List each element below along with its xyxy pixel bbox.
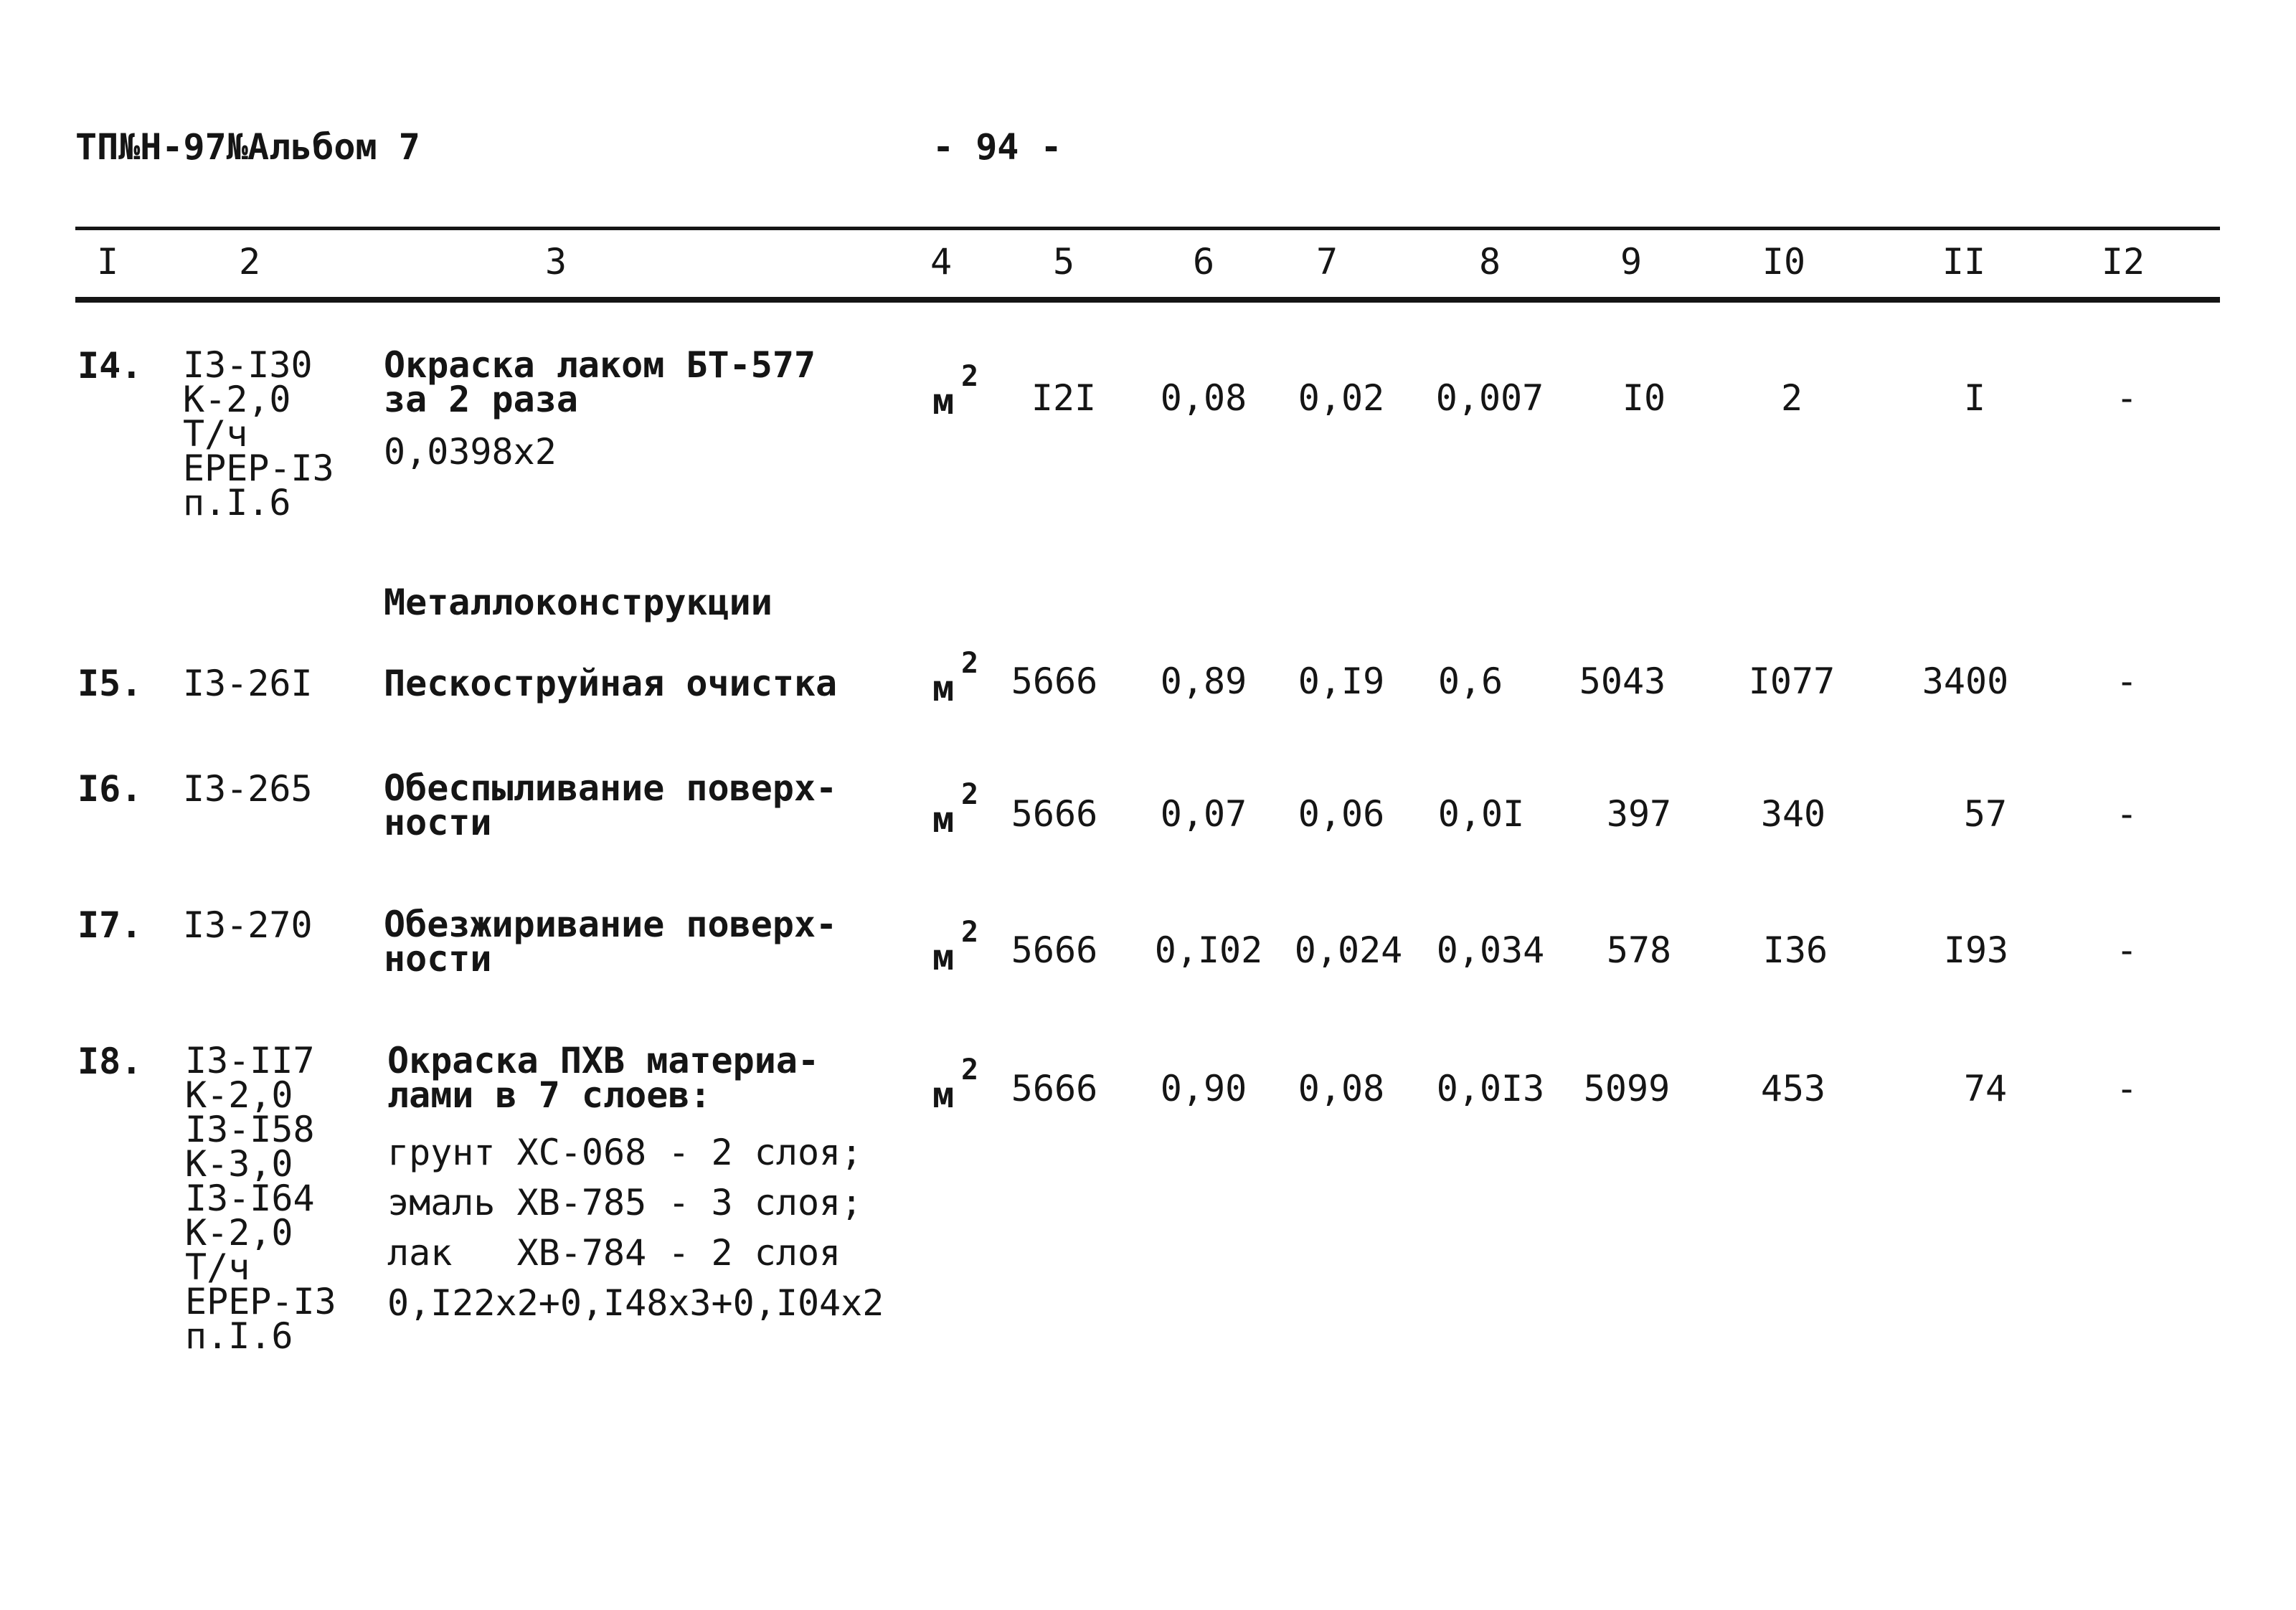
header-top-rule [75, 227, 2220, 230]
norm-codes: I3-265 [183, 768, 313, 810]
cell-col8: 0,007 [1435, 377, 1544, 419]
row-number: I4. [77, 345, 143, 387]
column-header: 7 [1315, 241, 1338, 283]
page-number: - 94 - [932, 126, 1062, 168]
column-header: 8 [1478, 241, 1501, 283]
cell-col12: - [2115, 793, 2138, 835]
cell-col11: 57 [1963, 793, 2008, 835]
row-number: I7. [77, 904, 143, 946]
cell-col12: - [2115, 929, 2138, 971]
norm-codes: I3-26I [183, 663, 313, 704]
column-header: I2 [2101, 241, 2145, 283]
work-details: грунт ХС-068 - 2 слоя; эмаль ХВ-785 - 3 слоя; лак ХВ-784 - 2 слоя 0,I22х2+0,I48х3+0,I04х2 [387, 1132, 884, 1324]
column-header: 3 [544, 241, 567, 283]
cell-col8: 0,0I [1437, 793, 1525, 835]
cell-col11: I93 [1943, 929, 2009, 971]
album-label: Альбом 7 [247, 126, 420, 168]
doc-code: ТП№Н-97№ [75, 126, 248, 168]
work-description: Пескоструйная очистка [384, 663, 838, 704]
column-header: 9 [1620, 241, 1643, 283]
cell-col9: 397 [1606, 793, 1672, 835]
column-header: 4 [930, 241, 953, 283]
cell-col12: - [2115, 1068, 2138, 1109]
row-number: I5. [77, 663, 143, 704]
column-header: 2 [238, 241, 261, 283]
cell-col9: I0 [1622, 377, 1666, 419]
cell-col11: 74 [1963, 1068, 2008, 1109]
cell-col11: I [1963, 377, 1986, 419]
header-bottom-rule [75, 297, 2220, 303]
cell-col9: 578 [1606, 929, 1672, 971]
cell-col7: 0,08 [1298, 1068, 1385, 1109]
cell-col8: 0,6 [1437, 660, 1503, 702]
unit: м 2 [932, 360, 979, 422]
work-description: Окраска лаком БТ-577 за 2 раза [384, 344, 816, 420]
cell-col7: 0,02 [1298, 377, 1385, 419]
column-header: 6 [1192, 241, 1215, 283]
unit: м 2 [932, 778, 979, 840]
work-description: Обеспыливание поверх- ности [384, 767, 838, 843]
work-description: Обезжиривание поверх- ности [384, 904, 838, 980]
cell-col9: 5099 [1583, 1068, 1671, 1109]
section-heading: Металлоконструкции [384, 582, 773, 623]
cell-col10: I36 [1762, 929, 1828, 971]
unit: м 2 [932, 647, 979, 709]
cell-col10: 453 [1760, 1068, 1826, 1109]
cell-col10: 340 [1760, 793, 1826, 835]
cell-quantity: I2I [1031, 377, 1097, 419]
cell-col8: 0,0I3 [1436, 1068, 1545, 1109]
cell-col6: 0,07 [1160, 793, 1247, 835]
row-number: I8. [77, 1041, 143, 1082]
cell-col10: 2 [1780, 377, 1803, 419]
cell-col12: - [2115, 660, 2138, 702]
work-description: Окраска ПХВ материа- лами в 7 слоев: [387, 1040, 820, 1116]
cell-col9: 5043 [1579, 660, 1666, 702]
cell-col8: 0,034 [1436, 929, 1545, 971]
cell-col7: 0,I9 [1298, 660, 1385, 702]
cell-quantity: 5666 [1011, 1068, 1098, 1109]
cell-col7: 0,06 [1298, 793, 1385, 835]
cell-col7: 0,024 [1294, 929, 1403, 971]
unit: м 2 [932, 1053, 979, 1116]
column-header: II [1942, 241, 1986, 283]
unit: м 2 [932, 916, 979, 978]
norm-codes: I3-270 [183, 904, 313, 946]
norm-codes: I3-II7 К-2,0 I3-I58 К-3,0 I3-I64 К-2,0 Т/ч ЕРЕР-I3 п.I.6 [185, 1040, 336, 1357]
cell-quantity: 5666 [1011, 793, 1098, 835]
cell-quantity: 5666 [1011, 929, 1098, 971]
column-header: 5 [1052, 241, 1075, 283]
cell-col6: 0,90 [1160, 1068, 1247, 1109]
cell-col10: I077 [1748, 660, 1836, 702]
column-header: I0 [1762, 241, 1806, 283]
norm-codes: I3-I30 К-2,0 Т/ч ЕРЕР-I3 п.I.6 [183, 344, 334, 524]
cell-col12: - [2115, 377, 2138, 419]
cell-col6: 0,08 [1160, 377, 1247, 419]
column-header: I [96, 241, 119, 283]
cell-col6: 0,I02 [1154, 929, 1263, 971]
work-formula: 0,0398х2 [384, 431, 557, 473]
row-number: I6. [77, 768, 143, 810]
cell-col6: 0,89 [1160, 660, 1247, 702]
cell-quantity: 5666 [1011, 660, 1098, 702]
cell-col11: 3400 [1922, 660, 2009, 702]
